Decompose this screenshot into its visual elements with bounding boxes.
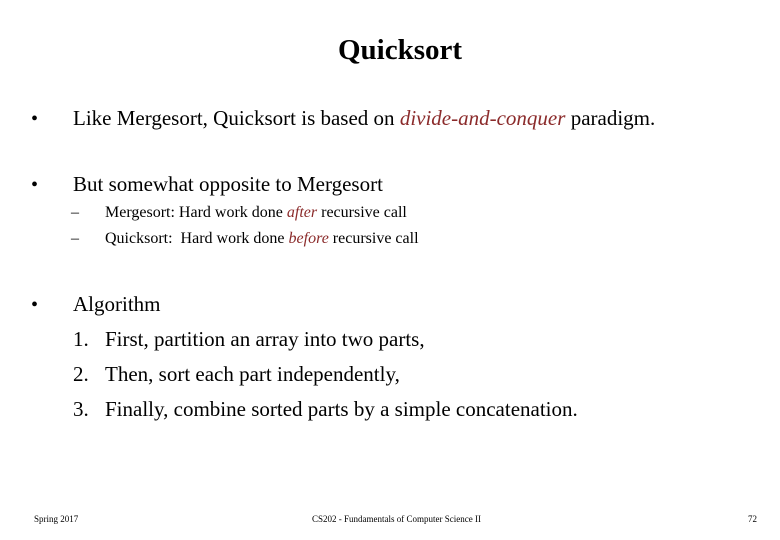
step-3-text: Finally, combine sorted parts by a simple concatenation. (105, 397, 578, 421)
sub-item-1-prefix: Mergesort: Hard work done (105, 204, 287, 221)
step-1-number: 1. (73, 327, 89, 351)
algorithm-step-2 (73, 361, 400, 387)
sub-item-2-prefix: Quicksort: Hard work done (105, 230, 289, 247)
sub-item-1-emphasis: after (286, 204, 318, 221)
algorithm-step-1 (73, 326, 425, 352)
sub-dash-1: – (71, 204, 79, 221)
algorithm-step-3 (73, 396, 578, 422)
step-2-number: 2. (73, 362, 89, 386)
step-2-text: Then, sort each part independently, (105, 362, 400, 386)
bullet-1-emphasis: divide-and-conquer (399, 106, 566, 130)
sub-item-1-suffix: recursive call (317, 204, 407, 221)
bullet-dot-1: • (31, 108, 39, 130)
step-3-number: 3. (73, 397, 89, 421)
bullet-dot-3: • (31, 294, 39, 316)
footer-page-number: 72 (748, 514, 757, 524)
slide-title: Quicksort (337, 34, 463, 66)
bullet-2-text: But somewhat opposite to Mergesort (73, 172, 383, 196)
bullet-1-prefix: Like Mergesort, Quicksort is based on (73, 106, 400, 130)
bullet-1-suffix: paradigm. (565, 106, 656, 130)
sub-item-2-emphasis: before (288, 230, 329, 247)
step-1-text: First, partition an array into two parts, (105, 327, 425, 351)
bullet-1-text (73, 105, 655, 131)
footer-course: CS202 - Fundamentals of Computer Science II (312, 514, 481, 524)
sub-item-2 (105, 229, 419, 249)
algorithm-heading: Algorithm (73, 292, 161, 316)
bullet-dot-2: • (31, 174, 39, 196)
sub-item-2-suffix: recursive call (328, 230, 419, 247)
sub-item-1 (105, 203, 407, 223)
footer-date: Spring 2017 (34, 514, 79, 524)
sub-dash-2: – (71, 230, 79, 247)
